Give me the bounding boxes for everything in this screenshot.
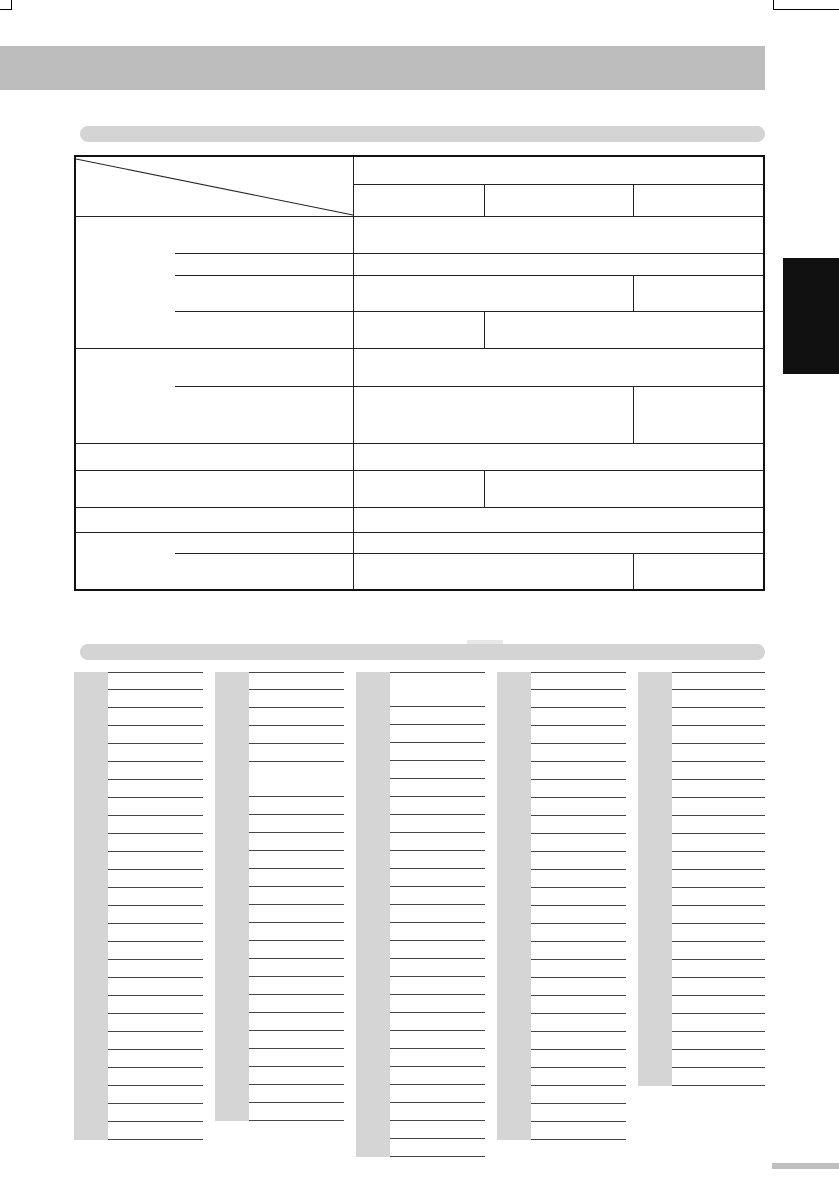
code-list-row — [356, 887, 485, 905]
table-header-subline — [353, 184, 763, 185]
code-list-code-cell — [497, 690, 531, 708]
code-list-code-cell — [497, 780, 531, 798]
code-list-code-cell — [356, 959, 390, 977]
code-list-row — [497, 1050, 626, 1068]
code-list-column-1 — [74, 672, 203, 1140]
code-list-code-cell — [74, 1068, 108, 1086]
code-list-code-cell — [215, 851, 249, 869]
code-list-code-cell — [215, 833, 249, 851]
code-list-row — [356, 1121, 485, 1139]
code-list-code-cell — [215, 941, 249, 959]
code-list-row — [356, 995, 485, 1013]
code-list-row — [638, 798, 765, 816]
code-list-row — [74, 1086, 203, 1104]
code-list-code-cell — [497, 1014, 531, 1032]
table-row-line — [76, 470, 763, 471]
code-list-code-cell — [74, 816, 108, 834]
code-list-code-cell — [638, 870, 672, 888]
code-list-row — [638, 1050, 765, 1068]
code-list-row — [497, 1086, 626, 1104]
table-cell-divider — [633, 386, 634, 444]
code-list-row — [356, 1067, 485, 1085]
code-list-code-cell — [356, 815, 390, 833]
code-list-row — [74, 942, 203, 960]
code-list-code-cell — [638, 960, 672, 978]
code-list-code-cell — [215, 744, 249, 762]
code-list-row — [215, 905, 344, 923]
code-list-code-cell — [215, 959, 249, 977]
code-list-row — [638, 870, 765, 888]
code-list-code-cell — [356, 1121, 390, 1139]
code-list-code-cell — [638, 906, 672, 924]
code-list-row — [497, 1122, 626, 1140]
code-list-row — [638, 852, 765, 870]
code-list-row — [497, 924, 626, 942]
code-list-code-cell — [497, 708, 531, 726]
code-list-code-cell — [215, 995, 249, 1013]
code-list-row — [215, 977, 344, 995]
code-list-row — [356, 707, 485, 725]
code-list-row — [74, 780, 203, 798]
code-list-row — [356, 851, 485, 869]
code-list-row — [497, 672, 626, 690]
code-list-row — [74, 1050, 203, 1068]
code-list-code-cell — [74, 1122, 108, 1140]
code-list-row — [74, 834, 203, 852]
code-list-column-2 — [215, 672, 344, 1121]
code-list-code-cell — [497, 1122, 531, 1140]
code-list-code-cell — [497, 1086, 531, 1104]
code-list-code-cell — [356, 672, 390, 707]
code-list-code-cell — [497, 996, 531, 1014]
code-list-code-cell — [356, 761, 390, 779]
code-list-code-cell — [497, 960, 531, 978]
code-list-row — [638, 816, 765, 834]
code-list-code-cell — [356, 1103, 390, 1121]
code-list-code-cell — [215, 923, 249, 941]
code-list-row — [356, 1031, 485, 1049]
code-list-row — [74, 1122, 203, 1140]
code-list-row — [74, 978, 203, 996]
section-heading-notch — [467, 640, 503, 644]
code-list-row-line — [531, 1139, 626, 1140]
code-list-code-cell — [497, 906, 531, 924]
code-list-code-cell — [356, 923, 390, 941]
code-list-code-cell — [74, 906, 108, 924]
code-list-row — [215, 726, 344, 744]
code-list-row — [215, 672, 344, 690]
code-list-code-cell — [497, 870, 531, 888]
code-list-row — [74, 672, 203, 690]
code-list-row — [638, 996, 765, 1014]
code-list-row — [74, 870, 203, 888]
code-list-code-cell — [74, 852, 108, 870]
code-list-row — [497, 942, 626, 960]
code-list-row-line — [249, 1120, 344, 1121]
code-list-row — [74, 708, 203, 726]
code-list-code-cell — [356, 707, 390, 725]
code-list-row — [638, 1032, 765, 1050]
section-heading-specifications — [80, 126, 765, 142]
code-list-row — [356, 672, 485, 707]
code-list-row — [497, 690, 626, 708]
code-list-row — [497, 744, 626, 762]
table-divider-main — [353, 157, 354, 589]
code-list-code-cell — [74, 888, 108, 906]
code-list-row — [497, 726, 626, 744]
code-list-code-cell — [638, 744, 672, 762]
code-list-code-cell — [74, 924, 108, 942]
code-list-code-cell — [638, 726, 672, 744]
table-cell-divider — [633, 553, 634, 589]
code-list-column-4 — [497, 672, 626, 1140]
code-list-column-5 — [638, 672, 765, 1086]
code-list-row — [215, 1103, 344, 1121]
code-list-row — [497, 816, 626, 834]
code-list-code-cell — [74, 1032, 108, 1050]
code-list-code-cell — [497, 726, 531, 744]
code-list-row — [215, 995, 344, 1013]
table-row-line — [175, 253, 763, 254]
code-list-code-cell — [74, 1086, 108, 1104]
code-list-code-cell — [497, 798, 531, 816]
code-list-code-cell — [356, 995, 390, 1013]
code-list-code-cell — [356, 887, 390, 905]
section-heading-code-list — [80, 644, 765, 660]
code-list-row — [215, 1085, 344, 1103]
code-list-code-cell — [215, 977, 249, 995]
code-list-code-cell — [497, 762, 531, 780]
code-list-row — [215, 1013, 344, 1031]
code-list-code-cell — [74, 834, 108, 852]
code-list-row — [74, 1068, 203, 1086]
code-list-code-cell — [74, 960, 108, 978]
code-list-code-cell — [215, 1049, 249, 1067]
code-list-row — [215, 833, 344, 851]
code-list-code-cell — [215, 797, 249, 815]
code-list-row — [638, 834, 765, 852]
code-list-row-line — [672, 1085, 765, 1086]
code-list-row — [74, 1032, 203, 1050]
code-list-row — [356, 779, 485, 797]
code-list-row — [215, 762, 344, 797]
code-list-row — [638, 978, 765, 996]
code-list-code-cell — [215, 762, 249, 797]
code-list-row — [356, 815, 485, 833]
code-list-code-cell — [74, 1014, 108, 1032]
code-list-row — [215, 1031, 344, 1049]
code-list-row — [497, 906, 626, 924]
code-list-row — [638, 942, 765, 960]
code-list-code-cell — [638, 1068, 672, 1086]
code-list-code-cell — [356, 797, 390, 815]
code-list-row — [215, 815, 344, 833]
code-list-code-cell — [497, 924, 531, 942]
code-list-code-cell — [497, 1050, 531, 1068]
code-list-code-cell — [74, 978, 108, 996]
code-list-row-line — [108, 1139, 203, 1140]
code-list-code-cell — [638, 834, 672, 852]
code-list-code-cell — [215, 1103, 249, 1121]
code-list-row — [638, 888, 765, 906]
code-list-code-cell — [74, 870, 108, 888]
table-row-line — [175, 275, 763, 276]
code-list-row — [356, 1049, 485, 1067]
code-list-code-cell — [638, 852, 672, 870]
code-list-row — [356, 923, 485, 941]
code-list-code-cell — [638, 996, 672, 1014]
code-list-row — [638, 924, 765, 942]
code-list-code-cell — [497, 852, 531, 870]
code-list-row — [356, 725, 485, 743]
code-list-code-cell — [497, 834, 531, 852]
code-list-row — [638, 1068, 765, 1086]
code-list-code-cell — [356, 941, 390, 959]
code-list-code-cell — [497, 672, 531, 690]
code-list-code-cell — [497, 1032, 531, 1050]
code-list-row — [497, 960, 626, 978]
code-list-row — [356, 797, 485, 815]
code-list-row — [497, 798, 626, 816]
code-list-code-cell — [74, 798, 108, 816]
code-list-row — [356, 833, 485, 851]
code-list-row — [356, 905, 485, 923]
code-list-row — [356, 1103, 485, 1121]
code-list-row — [497, 762, 626, 780]
code-list-code-cell — [497, 1068, 531, 1086]
code-list-code-cell — [356, 1085, 390, 1103]
code-list-code-cell — [215, 815, 249, 833]
code-list-row — [497, 1032, 626, 1050]
crop-mark-top-right-h — [773, 9, 839, 10]
code-list-code-cell — [638, 888, 672, 906]
code-list-code-cell — [74, 726, 108, 744]
code-list-code-cell — [74, 708, 108, 726]
code-list-row — [74, 1014, 203, 1032]
code-list-code-cell — [638, 1050, 672, 1068]
code-list-code-cell — [74, 1104, 108, 1122]
code-list-code-cell — [638, 924, 672, 942]
code-list-row — [638, 726, 765, 744]
code-list-code-cell — [215, 887, 249, 905]
code-list-code-cell — [74, 744, 108, 762]
code-list-code-cell — [497, 978, 531, 996]
code-list-row — [356, 869, 485, 887]
code-list-row — [74, 816, 203, 834]
code-list-code-cell — [497, 888, 531, 906]
code-list-code-cell — [356, 833, 390, 851]
crop-mark-top — [0, 9, 11, 10]
code-list-row — [215, 887, 344, 905]
table-group-line — [76, 443, 763, 444]
code-list-row — [74, 906, 203, 924]
code-list-row — [215, 708, 344, 726]
code-list-row — [215, 690, 344, 708]
code-list-row — [215, 959, 344, 977]
code-list-row — [74, 888, 203, 906]
code-list-code-cell — [356, 1049, 390, 1067]
table-row-line — [175, 386, 763, 387]
table-row-line — [175, 553, 763, 554]
code-list-row — [497, 780, 626, 798]
code-list-row — [215, 941, 344, 959]
code-list-code-cell — [215, 1031, 249, 1049]
code-list-code-cell — [74, 942, 108, 960]
code-list-code-cell — [638, 672, 672, 690]
code-list-row — [356, 1139, 485, 1157]
code-list-row — [74, 1104, 203, 1122]
table-cell-divider — [484, 470, 485, 508]
code-list-code-cell — [215, 690, 249, 708]
code-list-code-cell — [356, 851, 390, 869]
code-list-code-cell — [215, 1085, 249, 1103]
code-list-row — [497, 1014, 626, 1032]
code-list-row — [74, 960, 203, 978]
code-list-row — [356, 941, 485, 959]
code-list-row — [497, 1104, 626, 1122]
code-list-row — [215, 923, 344, 941]
code-list-row — [638, 672, 765, 690]
code-list-row — [356, 959, 485, 977]
code-list-row — [497, 870, 626, 888]
table-diagonal-header — [76, 157, 763, 589]
code-list-row — [215, 1067, 344, 1085]
code-list-row — [215, 851, 344, 869]
code-list-code-cell — [356, 869, 390, 887]
code-list-code-cell — [497, 816, 531, 834]
code-list-row — [356, 1085, 485, 1103]
code-list-code-cell — [74, 762, 108, 780]
code-list-code-cell — [356, 1013, 390, 1031]
code-list-row — [74, 924, 203, 942]
code-list-code-cell — [356, 1139, 390, 1157]
table-header-col-divider-2 — [633, 184, 634, 217]
code-list-row — [215, 797, 344, 815]
code-list-row — [638, 708, 765, 726]
code-list-row — [74, 852, 203, 870]
table-row-line — [76, 532, 763, 533]
chapter-side-tab — [783, 258, 839, 374]
code-list-code-cell — [215, 672, 249, 690]
code-list-code-cell — [215, 708, 249, 726]
code-list-row — [74, 996, 203, 1014]
table-row-line — [76, 507, 763, 508]
code-list-row — [74, 744, 203, 762]
code-list-code-cell — [638, 816, 672, 834]
code-list-code-cell — [74, 996, 108, 1014]
code-list-row — [497, 978, 626, 996]
code-list-code-cell — [638, 1014, 672, 1032]
code-list-row — [497, 996, 626, 1014]
code-list-code-cell — [215, 869, 249, 887]
code-list-row — [638, 1014, 765, 1032]
table-row-line — [175, 311, 763, 312]
code-list-code-cell — [497, 744, 531, 762]
table-header-col-divider-1 — [484, 184, 485, 217]
code-list-code-cell — [215, 726, 249, 744]
code-list-row — [638, 762, 765, 780]
code-list-row — [74, 726, 203, 744]
crop-mark-top-vertical — [11, 0, 12, 10]
page-number-bar — [772, 1163, 839, 1169]
code-list-row — [74, 798, 203, 816]
code-list-code-cell — [638, 762, 672, 780]
code-list-code-cell — [356, 905, 390, 923]
code-list-code-cell — [74, 690, 108, 708]
table-header-bottom — [76, 216, 763, 217]
code-list-code-cell — [74, 1050, 108, 1068]
code-list-row — [215, 1049, 344, 1067]
code-list-code-cell — [638, 708, 672, 726]
code-list-row — [356, 743, 485, 761]
code-list-code-cell — [356, 1031, 390, 1049]
code-list-code-cell — [356, 1067, 390, 1085]
code-list-row — [497, 888, 626, 906]
code-list-code-cell — [74, 672, 108, 690]
code-list-row — [74, 762, 203, 780]
code-list-code-cell — [497, 1104, 531, 1122]
table-group-line — [76, 348, 763, 349]
code-list-row — [74, 690, 203, 708]
code-list-row-line — [390, 1156, 485, 1157]
code-list-row — [638, 744, 765, 762]
code-list-code-cell — [215, 905, 249, 923]
code-list-row — [215, 869, 344, 887]
code-list-code-cell — [74, 780, 108, 798]
table-cell-divider — [633, 275, 634, 312]
code-list-column-3 — [356, 672, 485, 1157]
code-list-code-cell — [356, 779, 390, 797]
code-list-row — [497, 852, 626, 870]
code-list-code-cell — [638, 798, 672, 816]
code-list-row — [215, 744, 344, 762]
code-list-row — [497, 1068, 626, 1086]
code-list-code-cell — [356, 977, 390, 995]
code-list-code-cell — [497, 942, 531, 960]
code-list-code-cell — [215, 1067, 249, 1085]
code-list-code-cell — [638, 780, 672, 798]
table-cell-divider — [484, 311, 485, 349]
specification-table — [74, 155, 765, 591]
code-list-code-cell — [356, 743, 390, 761]
code-list-row — [638, 780, 765, 798]
code-list-code-cell — [638, 1032, 672, 1050]
code-list-row — [638, 960, 765, 978]
code-list-code-cell — [215, 1013, 249, 1031]
code-list-row — [497, 708, 626, 726]
code-list-code-cell — [638, 978, 672, 996]
code-list-code-cell — [638, 942, 672, 960]
code-list-code-cell — [638, 690, 672, 708]
code-list-code-cell — [356, 725, 390, 743]
code-list-row — [356, 1013, 485, 1031]
code-list-row — [638, 690, 765, 708]
code-list-row — [356, 761, 485, 779]
page-header-bar — [0, 46, 765, 90]
code-list-row — [638, 906, 765, 924]
code-list-row — [497, 834, 626, 852]
code-list-row — [356, 977, 485, 995]
